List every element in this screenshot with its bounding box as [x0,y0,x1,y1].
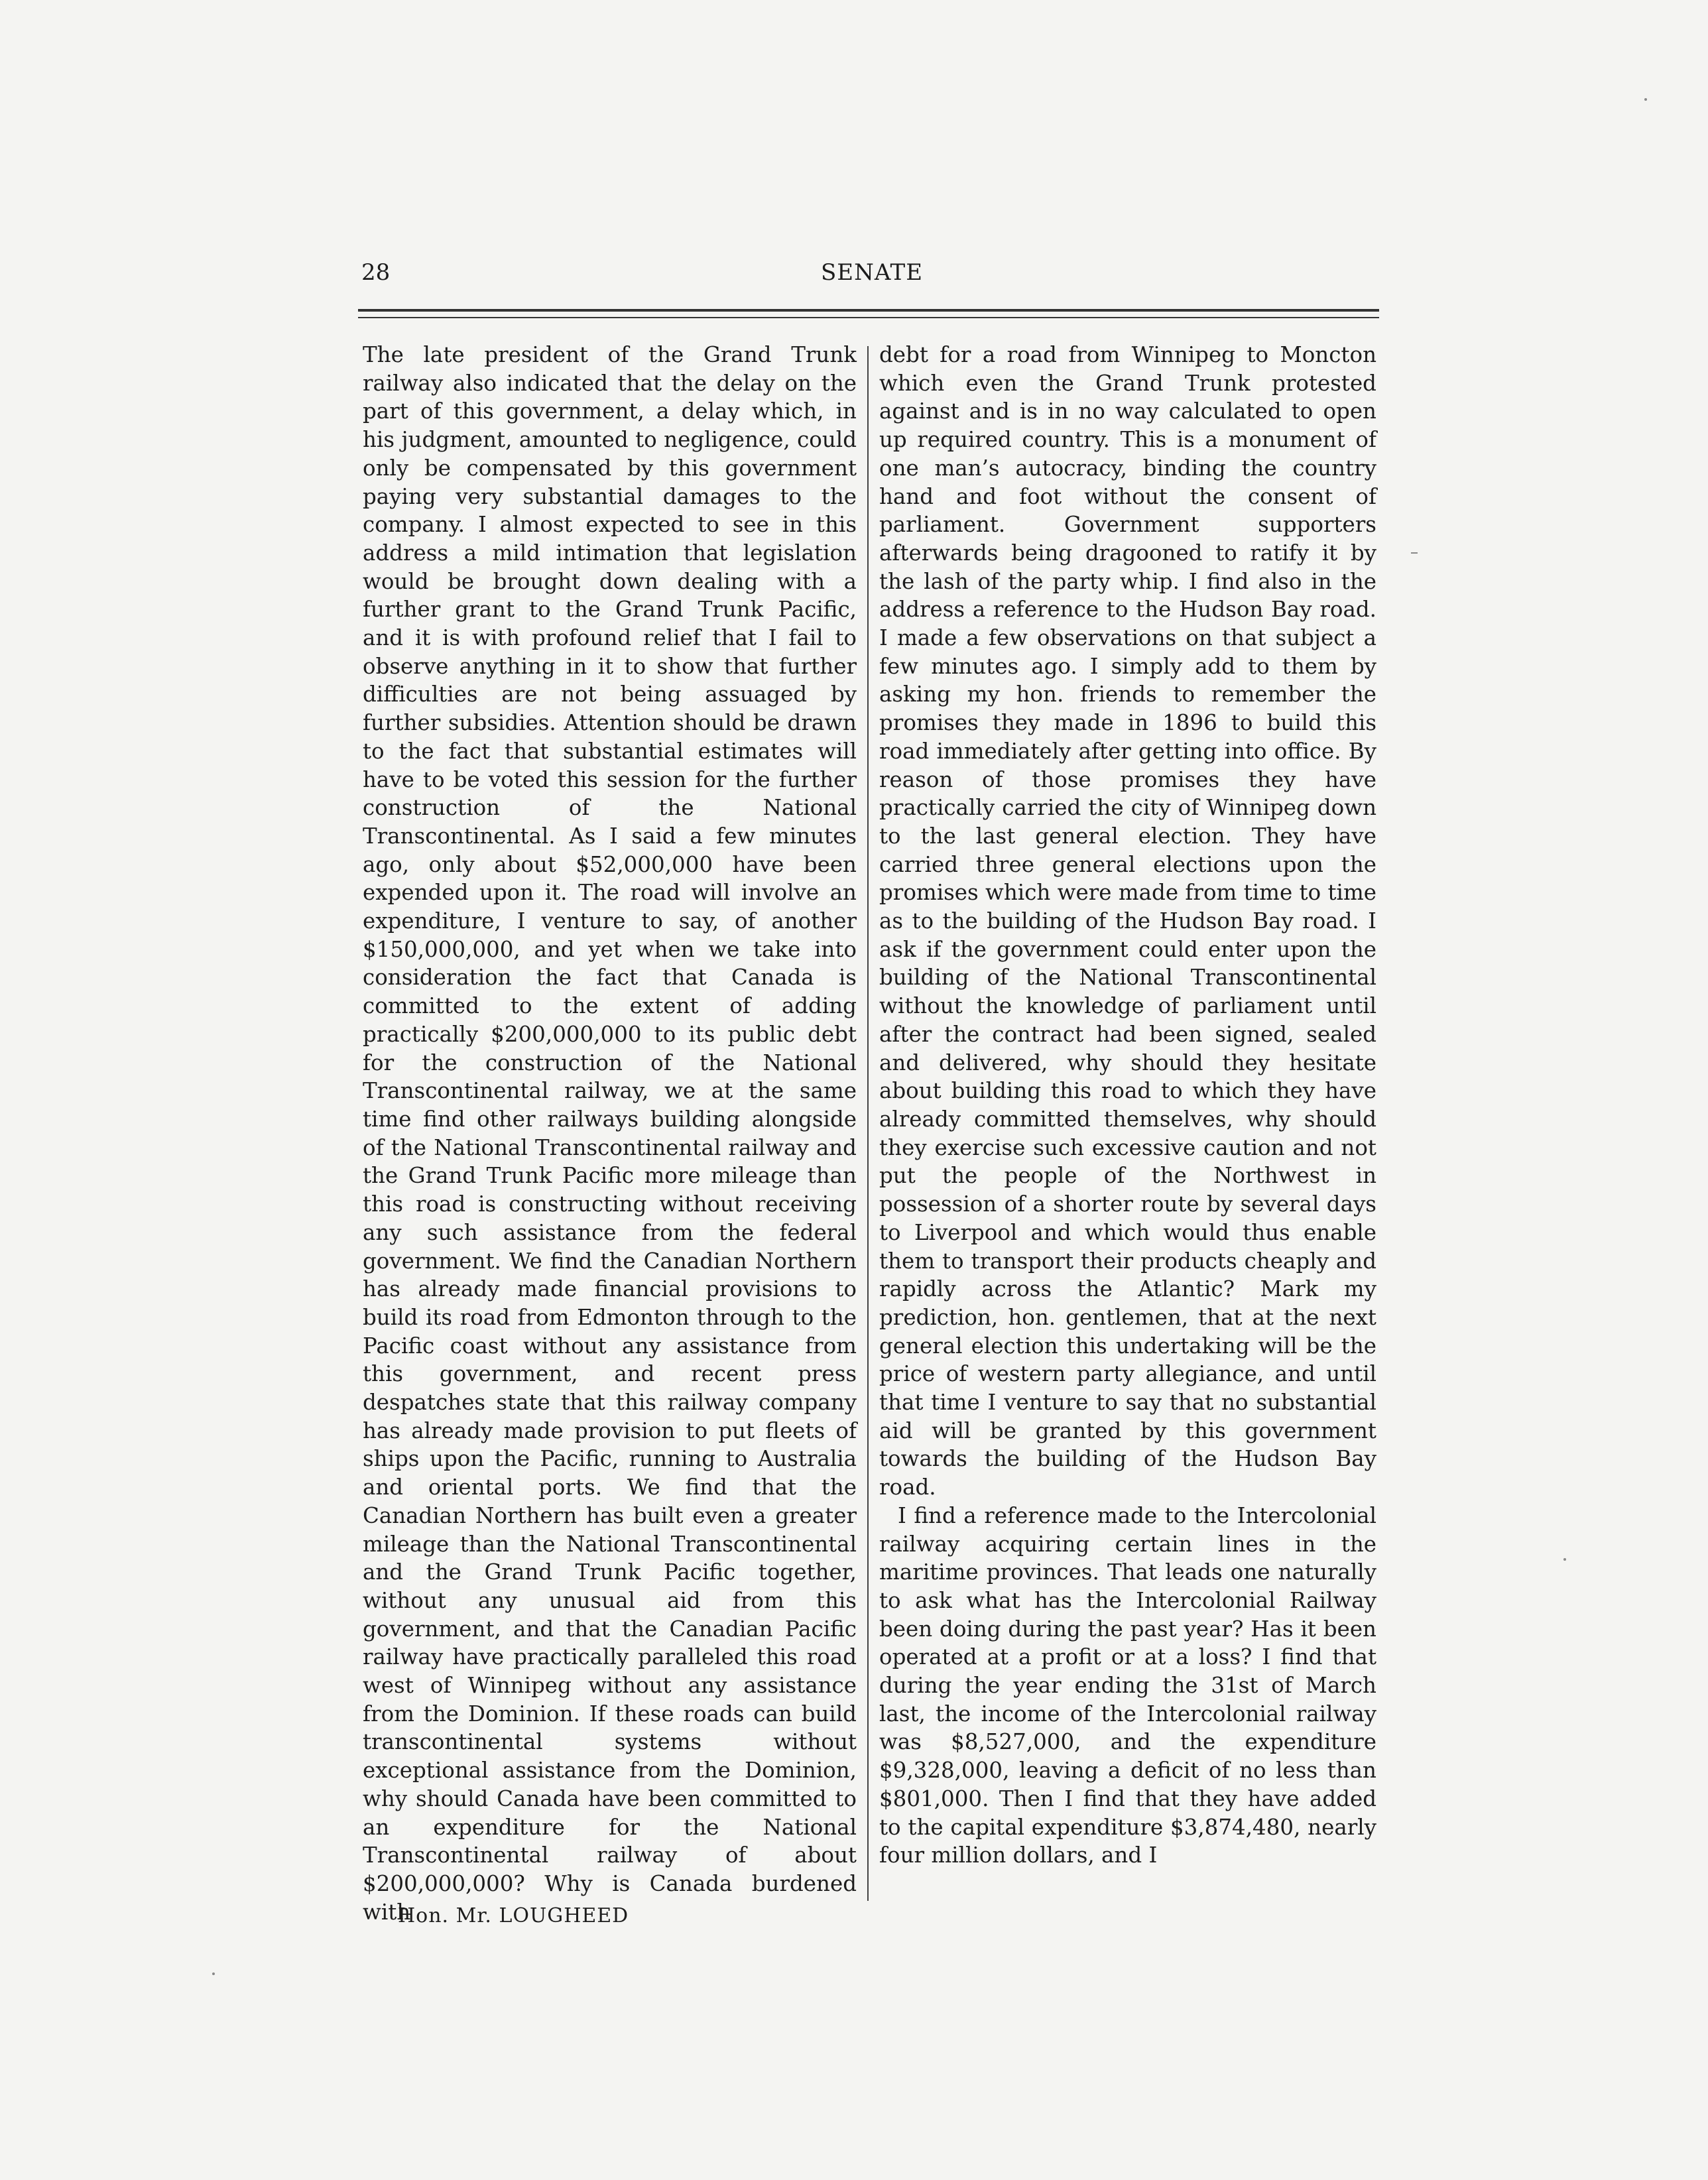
header-rule-thin [358,317,1379,318]
scan-speck [1644,98,1647,101]
speaker-footer: Hon. Mr. LOUGHEED [398,1904,629,1927]
right-column [879,341,1376,1870]
running-title: SENATE [820,259,924,286]
page-number: 28 [361,259,391,286]
right-column-paragraph: debt for a road from Winnipeg to Moncton which even the Grand Trunk protested against and is in no way calculated to open up required country. This is a monument of one man’s autocracy, binding the country hand and foot without the consent of parliament. Government supporters afterwards being dragooned to ratify it by the lash of the party whip. I find also in the address a reference to the Hudson Bay road. I made a few observations on that subject a few minutes ago. I simply add to them by asking my hon. friends to remember the promises they made in 1896 to build this road immediately after getting into office. By reason of those promises they have practically carried the city of Winnipeg down to the last general election. They have carried three general elections upon the promises which were made from time to time as to the building of the Hudson Bay road. I ask if the government could enter upon the building of the National Transcontinental without the knowledge of parliament until after the contract had been signed, sealed and delivered, why should they hesitate about building this road to which they have already committed themselves, why should they exercise such excessive caution and not put the people of the Northwest in possession of a shorter route by several days to Liverpool and which would thus enable them to transport their products cheaply and rapidly across the Atlantic? Mark my prediction, hon. gentlemen, that at the next general election this undertaking will be the price of western party allegiance, and until that time I venture to say that no substantial aid will be granted by this government towards the building of the Hudson Bay road. [879,342,1376,1500]
scan-speck [1563,1558,1566,1561]
left-column-paragraph: The late president of the Grand Trunk railway also indicated that the delay on the part of this government, a delay which, in his judgment, amounted to negligence, could only be compensated by this government paying very substantial damages to the company. I almost expected to see in this address a mild intimation that legislation would be brought down dealing with a further grant to the Grand Trunk Pacific, and it is with profound relief that I fail to observe anything in it to show that further difficulties are not being assuaged by further subsidies. Attention should be drawn to the fact that substantial estimates will have to be voted this session for the further construction of the National Transcontinental. As I said a few minutes ago, only about $52,000,000 have been expended upon it. The road will involve an expenditure, I venture to say, of another $150,000,000, and yet when we take into consideration the fact that Canada is committed to the extent of adding practically $200,000,000 to its public debt for the construction of the National Transcontinental railway, we at the same time find other railways building alongside of the National Transcontinental railway and the Grand Trunk Pacific more mileage than this road is constructing without receiving any such assistance from the federal government. We find the Canadian Northern has already made financial provisions to build its road from Edmonton through to the Pacific coast without any assistance from this government, and recent press despatches state that this railway company has already made provision to put fleets of ships upon the Pacific, running to Australia and oriental ports. We find that the Canadian Northern has built even a greater mileage than the National Transcontinental and the Grand Trunk Pacific together, without any unusual aid from this government, and that the Canadian Pacific railway have practically paralleled this road west of Winnipeg without any assistance from the Dominion. If these roads can build transcontinental systems without exceptional assistance from the Dominion, why should Canada have been committed to an expenditure for the National Transcontinental railway of about $200,000,000? Why is Canada burdened with [363,342,857,1925]
left-column [363,341,857,1926]
right-column-paragraph: I find a reference made to the Intercolonial railway acquiring certain lines in the maritime provinces. That leads one naturally to ask what has the Intercolonial Railway been doing during the past year? Has it been operated at a profit or at a loss? I find that during the year ending the 31st of March last, the income of the Intercolonial railway was $8,527,000, and the expenditure $9,328,000, leaving a deficit of no less than $801,000. Then I find that they have added to the capital expenditure $3,874,480, nearly four million dollars, and I [879,1502,1376,1868]
scan-speck [212,1972,215,1975]
header-rule-thick [358,309,1379,312]
page-header [361,256,1382,289]
scan-speck [1411,552,1418,554]
column-divider [867,346,869,1901]
